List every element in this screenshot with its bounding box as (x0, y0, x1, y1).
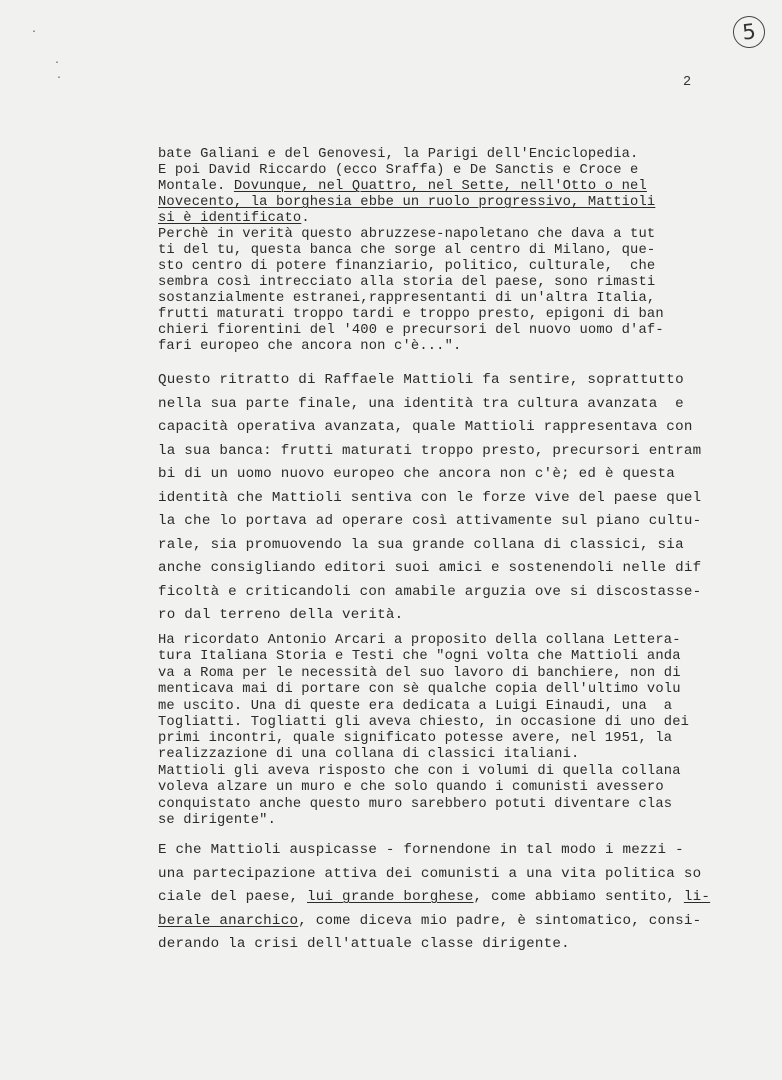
text-line: realizzazione di una collana di classici italiani. (158, 747, 580, 762)
text-line (158, 195, 655, 211)
text-line: si è identificato. (158, 211, 310, 226)
text-line: se dirigente". (158, 813, 277, 828)
underlined-passage: si è identificato (158, 211, 302, 226)
text-line: ti del tu, questa banca che sorge al centro di Milano, que- (158, 243, 656, 258)
text-line: voleva alzare un muro e che solo quando i comunisti avessero (158, 780, 664, 795)
text-line: ficoltà e criticandoli con amabile arguzia ove si discostasse- (158, 584, 702, 600)
text-line: chieri fiorentini del '400 e precursori del nuovo uomo d'af- (158, 323, 664, 338)
text-line: rale, sia promuovendo la sua grande collana di classici, sia (158, 537, 684, 553)
underlined-passage: berale anarchico (158, 913, 299, 929)
text-line: Togliatti. Togliatti gli aveva chiesto, in occasione di uno dei (158, 715, 690, 730)
text-line: primi incontri, quale significato potesse avere, nel 1951, la (158, 731, 673, 746)
text-line: E che Mattioli auspicasse - fornendone in tal modo i mezzi - (158, 842, 684, 858)
underlined-passage: lui grande borghese (307, 889, 474, 905)
scan-speck: · (31, 27, 38, 38)
text-line: Montale. Dovunque, nel Quattro, nel Sette, nell'Otto o nel (158, 179, 647, 194)
page-number: 2 (683, 75, 692, 90)
text-line: identità che Mattioli sentiva con le forze vive del paese quel (158, 490, 702, 506)
text-line: ro dal terreno della verità. (158, 607, 404, 623)
text-line: bi di un uomo nuovo europeo che ancora non c'è; ed è questa (158, 466, 676, 482)
text-line: la sua banca: frutti maturati troppo presto, precursori entram (158, 443, 702, 459)
text-line: E poi David Riccardo (ecco Sraffa) e De Sanctis e Croce e (158, 163, 639, 178)
text-line: sostanzialmente estranei,rappresentanti di un'altra Italia, (158, 291, 656, 306)
text-line: me uscito. Una di queste era dedicata a Luigi Einaudi, una a (158, 699, 673, 714)
text-line: sto centro di potere finanziario, politico, culturale, che (158, 259, 656, 274)
text-line: anche consigliando editori suoi amici e sostenendoli nelle dif (158, 560, 702, 576)
text-line: bate Galiani e del Genovesi, la Parigi dell'Enciclopedia. (158, 147, 639, 162)
text-line: berale anarchico, come diceva mio padre, è sintomatico, consi- (158, 913, 702, 929)
underlined-passage: li- (683, 889, 711, 905)
text-line: una partecipazione attiva dei comunisti a una vita politica so (158, 866, 702, 882)
text-line: sembra così intrecciato alla storia del paese, sono rimasti (158, 275, 656, 290)
scan-speck: · (54, 58, 61, 69)
text-line: Perchè in verità questo abruzzese-napoletano che dava a tut (158, 227, 656, 242)
text-line: Questo ritratto di Raffaele Mattioli fa sentire, soprattutto (158, 372, 684, 388)
underlined-passage: Dovunque, nel Quattro, nel Sette, nell'Otto o nel (233, 179, 647, 194)
underlined-passage: Novecento, la borghesia ebbe un ruolo progressivo, Mattioli (158, 195, 656, 210)
text-line: menticava mai di portare con sè qualche copia dell'ultimo volu (158, 682, 681, 697)
text-line: Mattioli gli aveva risposto che con i volumi di quella collana (158, 764, 681, 779)
text-line: derando la crisi dell'attuale classe dirigente. (158, 936, 570, 952)
text-line: va a Roma per le necessità del suo lavoro di banchiere, non di (158, 666, 681, 681)
text-line: conquistato anche questo muro sarebbero potuti diventare clas (158, 797, 673, 812)
text-line: tura Italiana Storia e Testi che "ogni volta che Mattioli anda (158, 649, 681, 664)
folio-mark: 5 (731, 14, 766, 49)
text-line: fari europeo che ancora non c'è...". (158, 339, 462, 354)
text-line: frutti maturati troppo tardi e troppo presto, epigoni di ban (158, 307, 664, 322)
scan-speck: · (56, 73, 63, 84)
text-line: Ha ricordato Antonio Arcari a proposito della collana Lettera- (158, 633, 681, 648)
text-line: ciale del paese, lui grande borghese, come abbiamo sentito, li- (158, 889, 711, 905)
text-line: nella sua parte finale, una identità tra cultura avanzata e (158, 396, 684, 412)
text-line: capacità operativa avanzata, quale Mattioli rappresentava con (158, 419, 693, 435)
text-line: la che lo portava ad operare così attivamente sul piano cultu- (158, 513, 702, 529)
